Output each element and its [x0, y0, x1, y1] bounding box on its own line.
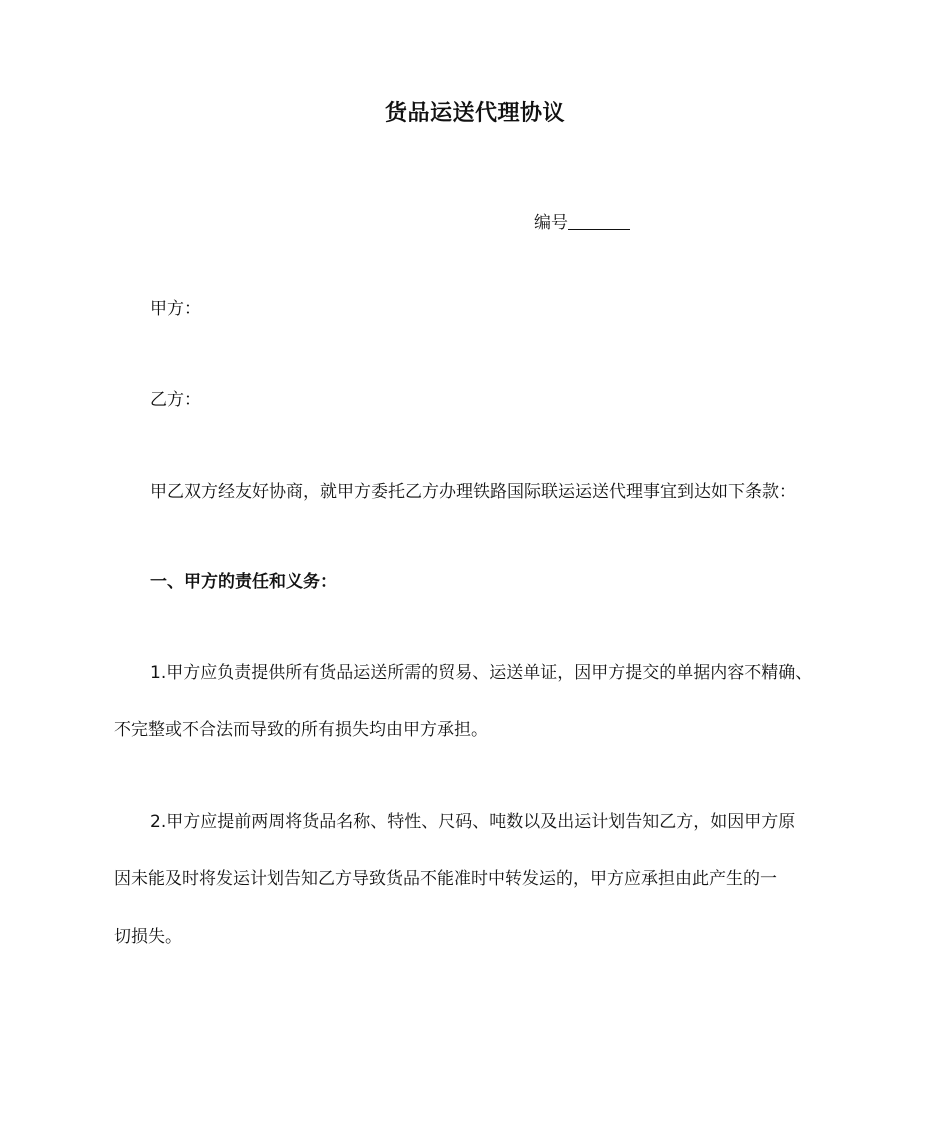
party-a-label: 甲方： — [150, 299, 201, 319]
clause1-line1: 1.甲方应负责提供所有货品运送所需的贸易、运送单证，因甲方提交的单据内容不精确、 — [150, 663, 813, 683]
clause2-line3: 切损失。 — [114, 927, 182, 947]
document-number-blank — [568, 211, 630, 230]
clause2-line1: 2.甲方应提前两周将货品名称、特性、尺码、吨数以及出运计划告知乙方，如因甲方原 — [150, 812, 796, 832]
document-title: 货品运送代理协议 — [384, 101, 565, 126]
section1-heading: 一、甲方的责任和义务： — [150, 572, 337, 592]
intro-paragraph: 甲乙双方经友好协商，就甲方委托乙方办理铁路国际联运运送代理事宜到达如下条款： — [150, 482, 796, 502]
party-b-label: 乙方： — [150, 390, 201, 410]
clause2-line2: 因未能及时将发运计划告知乙方导致货品不能准时中转发运的，甲方应承担由此产生的一 — [114, 869, 777, 889]
document-number-label: 编号 — [534, 213, 568, 233]
clause1-line2: 不完整或不合法而导致的所有损失均由甲方承担。 — [114, 720, 488, 740]
document-number — [534, 208, 630, 233]
